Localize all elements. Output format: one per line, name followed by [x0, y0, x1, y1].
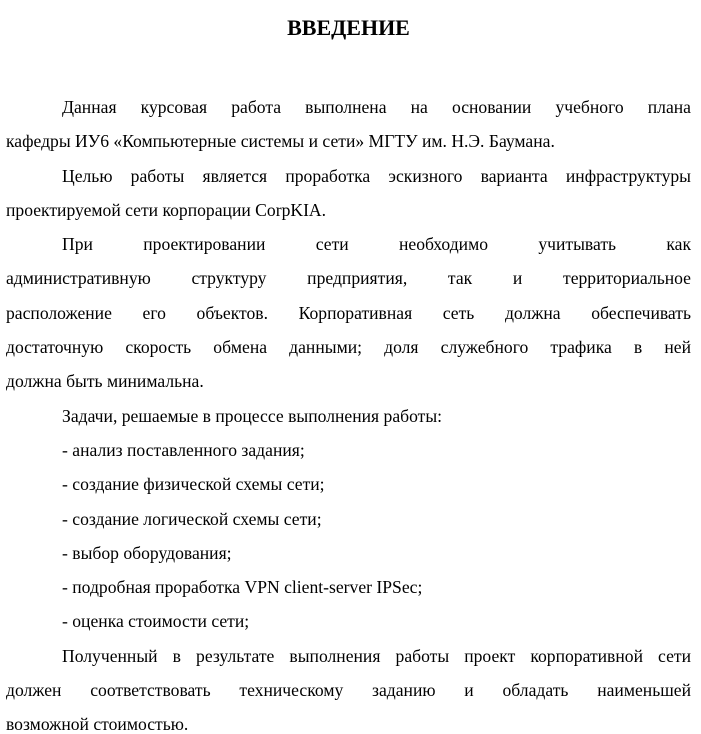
paragraph-line: Данная курсовая работа выполнена на основании учебного плана: [62, 97, 691, 117]
list-item: [6, 502, 691, 536]
paragraph-line: проектируемой сети корпорации CorpKIA.: [6, 199, 327, 220]
paragraph-line: Целью работы является проработка эскизного варианта инфраструктуры: [62, 165, 691, 186]
paragraph: [6, 639, 691, 734]
paragraph-line: должна быть минимальна.: [6, 371, 204, 392]
paragraph: [6, 399, 691, 433]
list-item: [6, 570, 691, 604]
paragraph: [6, 227, 691, 398]
list-item-line: - оценка стоимости сети;: [62, 611, 250, 632]
paragraph-line: кафедры ИУ6 «Компьютерные системы и сети» МГТУ им. Н.Э. Баумана.: [6, 131, 555, 152]
paragraph-line: возможной стоимостью.: [6, 714, 189, 734]
paragraph: [6, 90, 691, 159]
paragraph-line: Задачи, решаемые в процессе выполнения работы:: [62, 405, 443, 426]
list-item: [6, 536, 691, 570]
list-item-line: - анализ поставленного задания;: [62, 439, 305, 460]
paragraph-line: должен соответствовать техническому заданию и обладать наименьшей: [6, 680, 691, 701]
list-item: [6, 467, 691, 501]
list-item-line: - выбор оборудования;: [62, 542, 232, 563]
list-item-line: - создание физической схемы сети;: [62, 474, 325, 495]
paragraph-line: административную структуру предприятия, так и территориальное: [6, 268, 691, 289]
list-item-line: - подробная проработка VPN client-server IPSec;: [62, 577, 423, 598]
document-heading: ВВЕДЕНИЕ: [287, 15, 410, 40]
paragraph-line: При проектировании сети необходимо учитывать как: [62, 234, 691, 255]
list-item-line: - создание логической схемы сети;: [62, 508, 322, 529]
paragraph-line: расположение его объектов. Корпоративная сеть должна обеспечивать: [6, 302, 691, 323]
paragraph-line: Полученный в результате выполнения работы проект корпоративной сети: [62, 645, 691, 666]
list-item: [6, 433, 691, 467]
paragraph: [6, 159, 691, 228]
paragraph-line: достаточную скорость обмена данными; доля служебного трафика в ней: [6, 337, 691, 358]
list-item: [6, 604, 691, 638]
